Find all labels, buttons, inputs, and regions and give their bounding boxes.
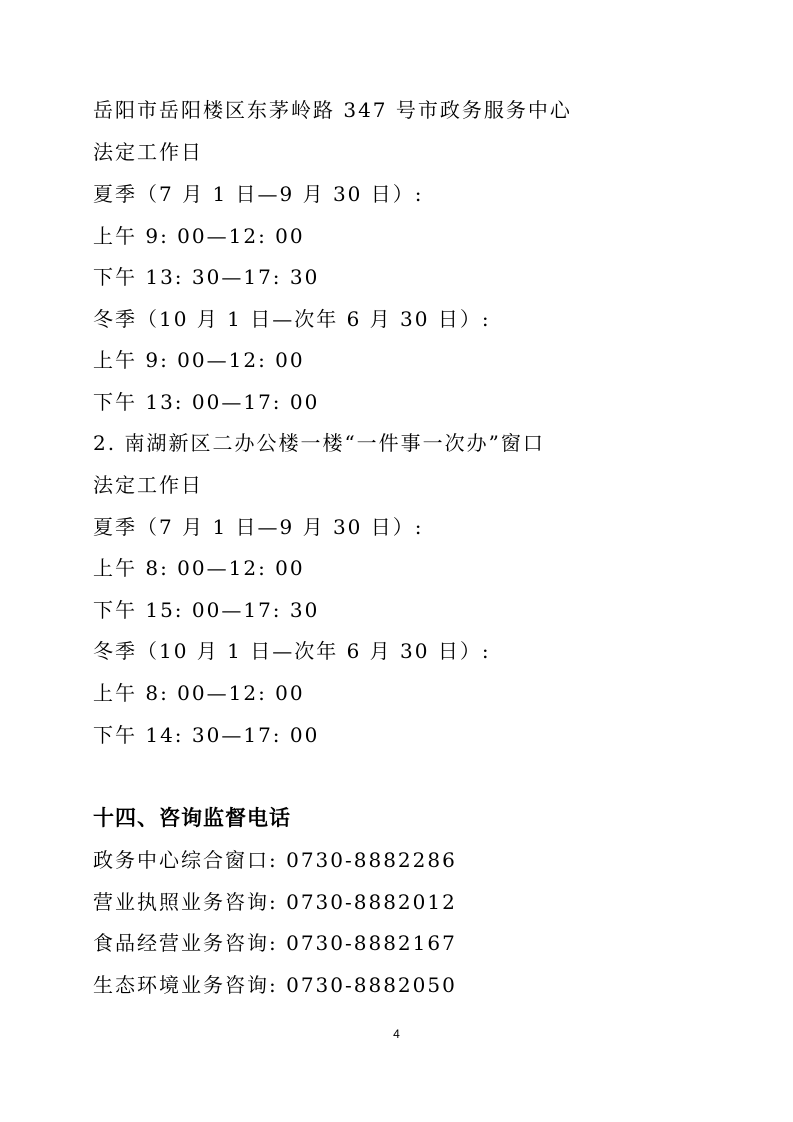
contact-line: 食品经营业务咨询: 0730-8882167 — [93, 931, 457, 955]
second-location-line: 2. 南湖新区二办公楼一楼“一件事一次办”窗口 — [93, 431, 545, 455]
winter-morning-hours: 上午 9: 00—12: 00 — [93, 348, 305, 372]
summer-morning-hours: 上午 9: 00—12: 00 — [93, 224, 305, 248]
winter-afternoon-hours-2: 下午 14: 30—17: 00 — [93, 723, 320, 747]
summer-morning-hours-2: 上午 8: 00—12: 00 — [93, 556, 305, 580]
summer-afternoon-hours: 下午 13: 30—17: 30 — [93, 265, 320, 289]
summer-afternoon-hours-2: 下午 15: 00—17: 30 — [93, 598, 320, 622]
summer-season-line: 夏季（7 月 1 日—9 月 30 日）: — [93, 182, 424, 206]
address-line: 岳阳市岳阳楼区东茅岭路 347 号市政务服务中心 — [93, 98, 572, 122]
contact-line: 政务中心综合窗口: 0730-8882286 — [93, 848, 457, 872]
winter-season-line-2: 冬季（10 月 1 日—次年 6 月 30 日）: — [93, 639, 491, 663]
contact-line: 营业执照业务咨询: 0730-8882012 — [93, 890, 457, 914]
summer-season-line-2: 夏季（7 月 1 日—9 月 30 日）: — [93, 515, 424, 539]
winter-afternoon-hours: 下午 13: 00—17: 00 — [93, 390, 320, 414]
winter-season-line: 冬季（10 月 1 日—次年 6 月 30 日）: — [93, 307, 491, 331]
workday-label: 法定工作日 — [93, 140, 203, 164]
page-number: 4 — [393, 1027, 400, 1041]
workday-label-2: 法定工作日 — [93, 473, 203, 497]
winter-morning-hours-2: 上午 8: 00—12: 00 — [93, 681, 305, 705]
section-heading: 十四、咨询监督电话 — [93, 806, 291, 830]
contact-line: 生态环境业务咨询: 0730-8882050 — [93, 973, 457, 997]
